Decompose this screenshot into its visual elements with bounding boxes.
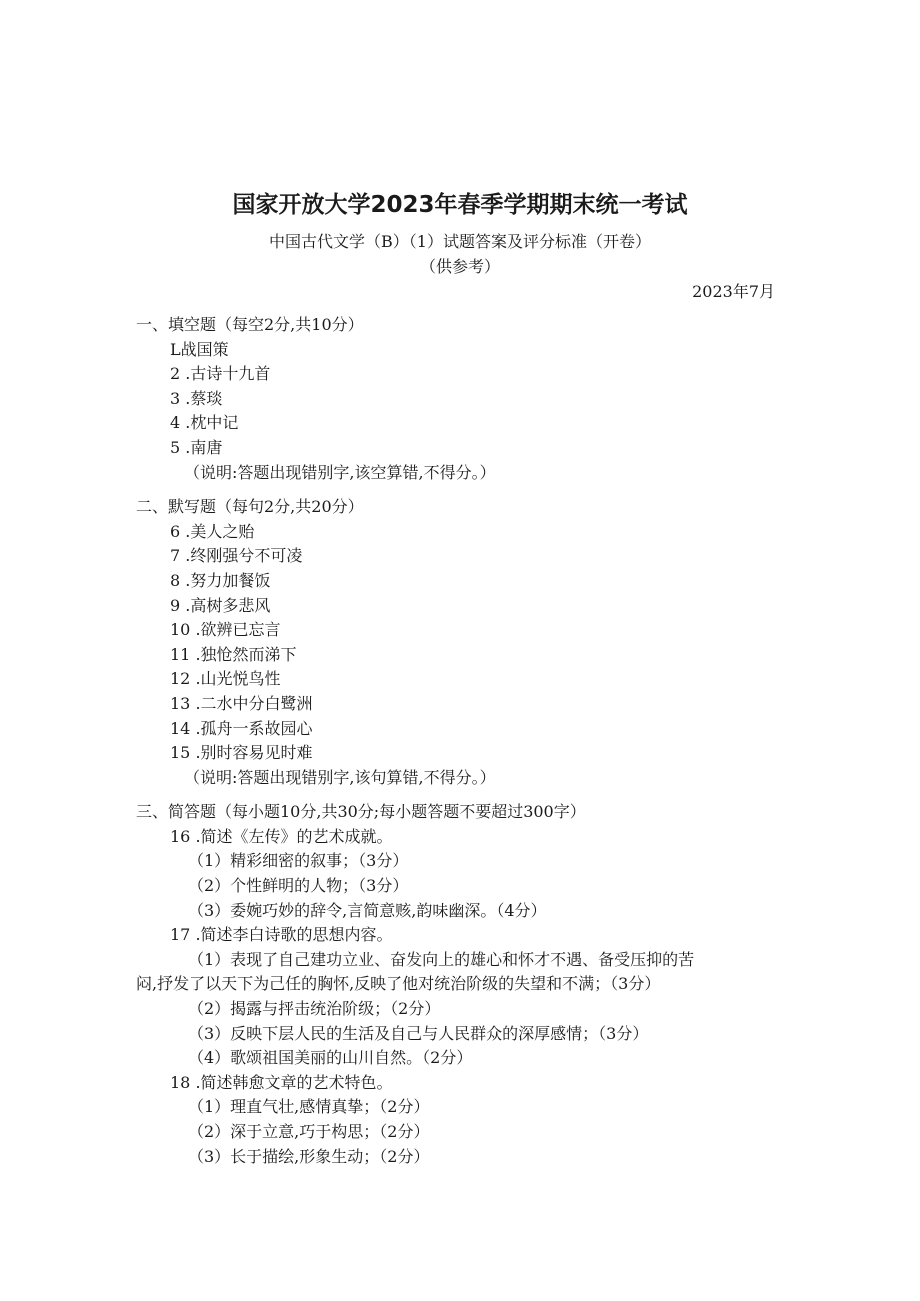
answer-item: 11 .独怆然而涕下 [170, 644, 297, 664]
question-18: 18 .简述韩愈文章的艺术特色。 [170, 1072, 393, 1092]
answer-item: 8 .努力加餐饭 [170, 570, 271, 590]
answer-item: 14 .孤舟一系故园心 [170, 718, 313, 738]
answer-item: 5 .南唐 [170, 437, 223, 457]
page-title: 国家开放大学2023年春季学期期末统一考试 [232, 192, 688, 218]
answer-point: （3）委婉巧妙的辞令,言简意赅,韵味幽深。（4分） [188, 900, 547, 920]
answer-item: 6 .美人之贻 [170, 521, 255, 541]
answer-item: 15 .别时容易见时难 [170, 743, 313, 763]
answer-point: （3）反映下层人民的生活及自己与人民群众的深厚感情；（3分） [188, 1023, 649, 1043]
answer-item: L战国策 [170, 339, 229, 359]
grading-note: （说明:答题出现错别字,该空算错,不得分。） [184, 462, 496, 482]
answer-point: （4）歌颂祖国美丽的山川自然。（2分） [188, 1048, 473, 1068]
answer-item: 7 .终刚强兮不可凌 [170, 546, 303, 566]
answer-item: 13 .二水中分白鹭洲 [170, 693, 313, 713]
answer-point: （1）表现了自己建功立业、奋发向上的雄心和怀才不遇、备受压抑的苦 [188, 949, 695, 969]
page-subtitle: 中国古代文学（B）（1）试题答案及评分标准（开卷） [269, 232, 651, 251]
answer-item: 2 .古诗十九首 [170, 364, 271, 384]
answer-point: （1）精彩细密的叙事；（3分） [188, 851, 409, 871]
answer-item: 9 .高树多悲风 [170, 595, 271, 615]
exam-date: 2023年7月 [692, 282, 775, 301]
section-heading-short-answer: 三、简答题（每小题10分,共30分;每小题答题不要超过300字） [136, 802, 586, 822]
answer-point: （2）深于立意,巧于构思；（2分） [188, 1122, 430, 1141]
answer-point: （2）个性鲜明的人物；（3分） [188, 876, 409, 896]
answer-point: （1）理直气壮,感情真挚；（2分） [188, 1097, 430, 1117]
grading-note: （说明:答题出现错别字,该句算错,不得分。） [184, 767, 496, 787]
reference-note: （供参考） [419, 257, 500, 276]
answer-item: 10 .欲辨已忘言 [170, 620, 281, 640]
answer-content [136, 313, 786, 1169]
answer-point: （2）揭露与抨击统治阶级；（2分） [188, 999, 441, 1019]
answer-item: 4 .枕中记 [170, 413, 239, 433]
section-heading-fill-blank: 一、填空题（每空2分,共10分） [136, 315, 364, 334]
answer-point-continuation: 闷,抒发了以天下为己任的胸怀,反映了他对统治阶级的失望和不满；（3分） [136, 974, 661, 994]
answer-point: （3）长于描绘,形象生动；（2分） [188, 1146, 430, 1166]
answer-item: 12 .山光悦鸟性 [170, 669, 281, 689]
question-17: 17 .简述李白诗歌的思想内容。 [170, 925, 393, 945]
question-16: 16 .简述《左传》的艺术成就。 [170, 826, 393, 846]
answer-item: 3 .蔡琰 [170, 388, 223, 408]
section-heading-dictation: 二、默写题（每句2分,共20分） [136, 497, 364, 517]
